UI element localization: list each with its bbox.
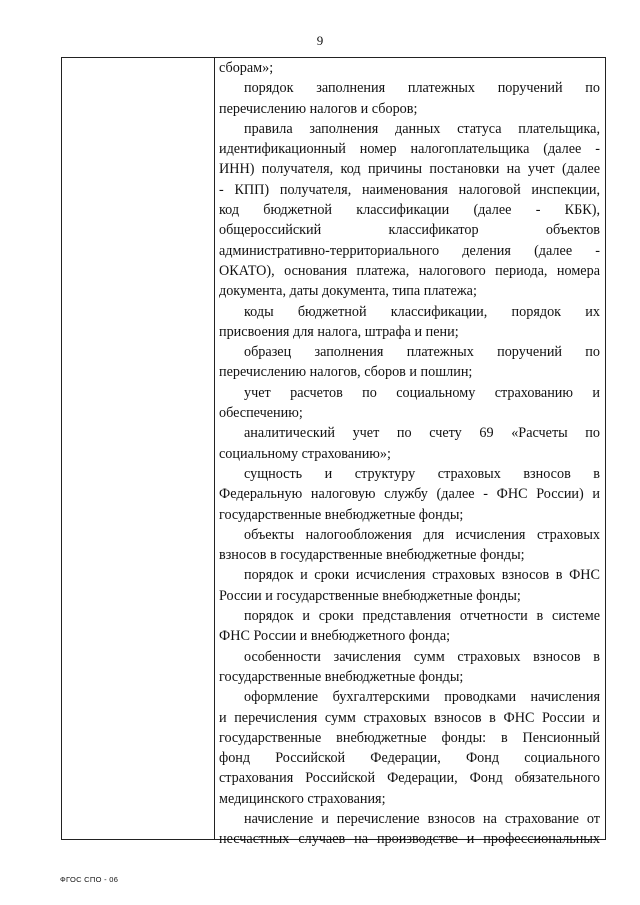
text-line: образец заполнения платежных поручений по (244, 344, 600, 361)
text-line: ОКАТО), основания платежа, налогового периода, номера (219, 262, 600, 279)
content-table (61, 57, 606, 848)
text-line: код бюджетной классификации (далее - КБК), (219, 202, 600, 219)
text-line: - КПП) получателя, наименования налоговой инспекции, (219, 181, 600, 198)
text-line: несчастных случаев на производстве и профессиональных (219, 831, 600, 848)
page-number: 9 (316, 33, 324, 48)
text-line: Федеральную налоговую службу (далее - ФНС России) и (219, 486, 600, 503)
text-line: России и государственные внебюджетные фонды; (219, 587, 521, 604)
text-line: оформление бухгалтерскими проводками начисления (244, 689, 600, 706)
text-line: порядок и сроки представления отчетности в системе (244, 608, 600, 625)
text-line: особенности зачисления сумм страховых взносов в (244, 648, 600, 665)
text-line: сущность и структуру страховых взносов в (244, 465, 600, 482)
text-line: государственные внебюджетные фонды; (219, 668, 464, 685)
text-line: аналитический учет по счету 69 «Расчеты по (244, 425, 600, 442)
text-line: обеспечению; (219, 405, 303, 422)
text-line: сборам»; (219, 60, 274, 76)
text-line: коды бюджетной классификации, порядок их (244, 303, 600, 320)
text-line: ИНН) получателя, код причины постановки на учет (далее (219, 161, 600, 178)
text-line: ФНС России и внебюджетного фонда; (219, 628, 451, 645)
text-line: фонд Российской Федерации, Фонд социального (219, 750, 600, 767)
text-line: перечислению налогов, сборов и пошлин; (219, 364, 473, 381)
text-line: правила заполнения данных статуса плательщика, (244, 120, 600, 137)
text-line: перечислению налогов и сборов; (219, 100, 418, 117)
text-line: и перечисления сумм страховых взносов в ФНС России и (219, 709, 600, 726)
text-line: идентификационный номер налогоплательщика (далее - (219, 141, 600, 158)
text-line: присвоения для налога, штрафа и пени; (219, 323, 459, 340)
text-line: начисление и перечисление взносов на страхование от (244, 810, 600, 827)
text-line: объекты налогообложения для исчисления страховых (244, 526, 600, 543)
text-line: документа, даты документа, типа платежа; (219, 283, 477, 300)
text-line: взносов в государственные внебюджетные фонды; (219, 547, 525, 564)
text-line: административно-территориального деления (далее - (219, 242, 600, 259)
text-line: учет расчетов по социальному страхованию и (244, 384, 600, 401)
text-line: порядок и сроки исчисления страховых взносов в ФНС (244, 567, 600, 584)
footer-code: ФГОС СПО - 06 (60, 875, 119, 884)
table-text-column (219, 58, 600, 850)
text-line: государственные внебюджетные фонды: в Пенсионный (219, 729, 600, 746)
text-line: общероссийский классификатор объектов (219, 222, 600, 239)
text-line: социальному страхованию»; (219, 445, 391, 462)
text-line: страхования Российской Федерации, Фонд обязательного (219, 770, 600, 787)
column-divider (214, 58, 215, 839)
text-line: государственные внебюджетные фонды; (219, 506, 464, 523)
text-line: порядок заполнения платежных поручений по (244, 80, 600, 97)
text-line: медицинского страхования; (219, 790, 386, 807)
